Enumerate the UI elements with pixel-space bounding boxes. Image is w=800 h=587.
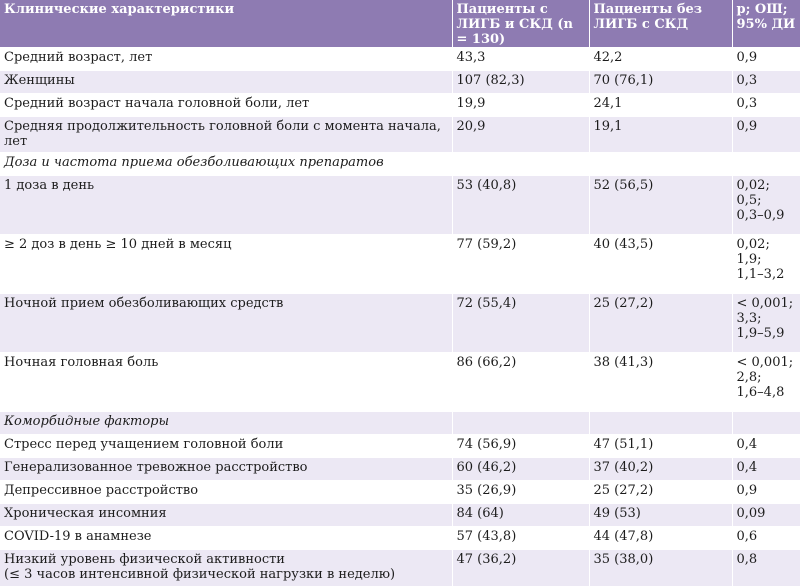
value-with: 43,3: [452, 48, 589, 71]
section-title: Коморбидные факторы: [0, 412, 452, 435]
value-with: 19,9: [452, 94, 589, 117]
value-p: [732, 412, 800, 435]
value-without: 47 (51,1): [589, 435, 732, 458]
value-p: 0,9: [732, 117, 800, 153]
table-row: [0, 235, 800, 294]
value-without: 25 (27,2): [589, 294, 732, 353]
value-with: 20,9: [452, 117, 589, 153]
table-row: [0, 458, 800, 481]
value-with: 60 (46,2): [452, 458, 589, 481]
value-without: 70 (76,1): [589, 71, 732, 94]
section-row-comorbid: [0, 412, 800, 435]
row-label: ≥ 2 доз в день ≥ 10 дней в месяц: [0, 235, 452, 294]
value-without: 42,2: [589, 48, 732, 71]
table-body: [0, 48, 800, 587]
row-label: Ночной прием обезболивающих средств: [0, 294, 452, 353]
header-patients-with: Пациенты с ЛИГБ и СКД (n = 130): [452, 0, 589, 48]
value-with: [452, 412, 589, 435]
value-with: 72 (55,4): [452, 294, 589, 353]
value-without: 38 (41,3): [589, 353, 732, 412]
value-without: 52 (56,5): [589, 176, 732, 235]
value-with: 107 (82,3): [452, 71, 589, 94]
value-with: 84 (64): [452, 504, 589, 527]
table-row: [0, 435, 800, 458]
value-p: < 0,001; 2,8; 1,6–4,8: [732, 353, 800, 412]
value-with: 74 (56,9): [452, 435, 589, 458]
value-with: 47 (36,2): [452, 550, 589, 587]
value-without: 49 (53): [589, 504, 732, 527]
row-label: 1 доза в день: [0, 176, 452, 235]
row-label: Хроническая инсомния: [0, 504, 452, 527]
row-label: Стресс перед учащением головной боли: [0, 435, 452, 458]
table-row: [0, 481, 800, 504]
value-with: 86 (66,2): [452, 353, 589, 412]
table-row: [0, 71, 800, 94]
value-p: 0,3: [732, 94, 800, 117]
value-without: 25 (27,2): [589, 481, 732, 504]
row-label: Депрессивное расстройство: [0, 481, 452, 504]
header-characteristics: Клинические характеристики: [0, 0, 452, 48]
value-p: 0,9: [732, 48, 800, 71]
value-with: [452, 153, 589, 176]
value-p: < 0,001; 3,3; 1,9–5,9: [732, 294, 800, 353]
value-with: 77 (59,2): [452, 235, 589, 294]
row-label: Средняя продолжительность головной боли с момента начала, лет: [0, 117, 452, 153]
table-header: [0, 0, 800, 48]
value-without: [589, 153, 732, 176]
value-p: 0,8: [732, 550, 800, 587]
row-label: Средний возраст начала головной боли, лет: [0, 94, 452, 117]
value-without: 35 (38,0): [589, 550, 732, 587]
table-row: [0, 294, 800, 353]
value-with: 53 (40,8): [452, 176, 589, 235]
value-without: 37 (40,2): [589, 458, 732, 481]
row-label: Низкий уровень физической активности (≤ 3 часов интенсивной физической нагрузки в неделю): [0, 550, 452, 587]
table-row: [0, 48, 800, 71]
row-label: COVID-19 в анамнезе: [0, 527, 452, 550]
row-label: Ночная головная боль: [0, 353, 452, 412]
header-patients-without: Пациенты без ЛИГБ с СКД: [589, 0, 732, 48]
value-p: 0,02; 1,9; 1,1–3,2: [732, 235, 800, 294]
table-row: [0, 550, 800, 587]
header-row: [0, 0, 800, 48]
table-row: [0, 353, 800, 412]
value-p: 0,02; 0,5; 0,3–0,9: [732, 176, 800, 235]
table-row: [0, 527, 800, 550]
row-label: Средний возраст, лет: [0, 48, 452, 71]
value-with: 35 (26,9): [452, 481, 589, 504]
value-p: [732, 153, 800, 176]
value-p: 0,3: [732, 71, 800, 94]
value-without: [589, 412, 732, 435]
table-row: [0, 117, 800, 153]
table-row: [0, 94, 800, 117]
value-without: 40 (43,5): [589, 235, 732, 294]
value-p: 0,4: [732, 458, 800, 481]
section-row-dose: [0, 153, 800, 176]
table-row: [0, 176, 800, 235]
value-p: 0,9: [732, 481, 800, 504]
value-p: 0,09: [732, 504, 800, 527]
row-label: Женщины: [0, 71, 452, 94]
value-with: 57 (43,8): [452, 527, 589, 550]
header-p-or-ci: p; ОШ; 95% ДИ: [732, 0, 800, 48]
value-without: 19,1: [589, 117, 732, 153]
value-p: 0,6: [732, 527, 800, 550]
value-p: 0,4: [732, 435, 800, 458]
row-label: Генерализованное тревожное расстройство: [0, 458, 452, 481]
value-without: 44 (47,8): [589, 527, 732, 550]
section-title: Доза и частота приема обезболивающих препаратов: [0, 153, 452, 176]
value-without: 24,1: [589, 94, 732, 117]
table-row: [0, 504, 800, 527]
